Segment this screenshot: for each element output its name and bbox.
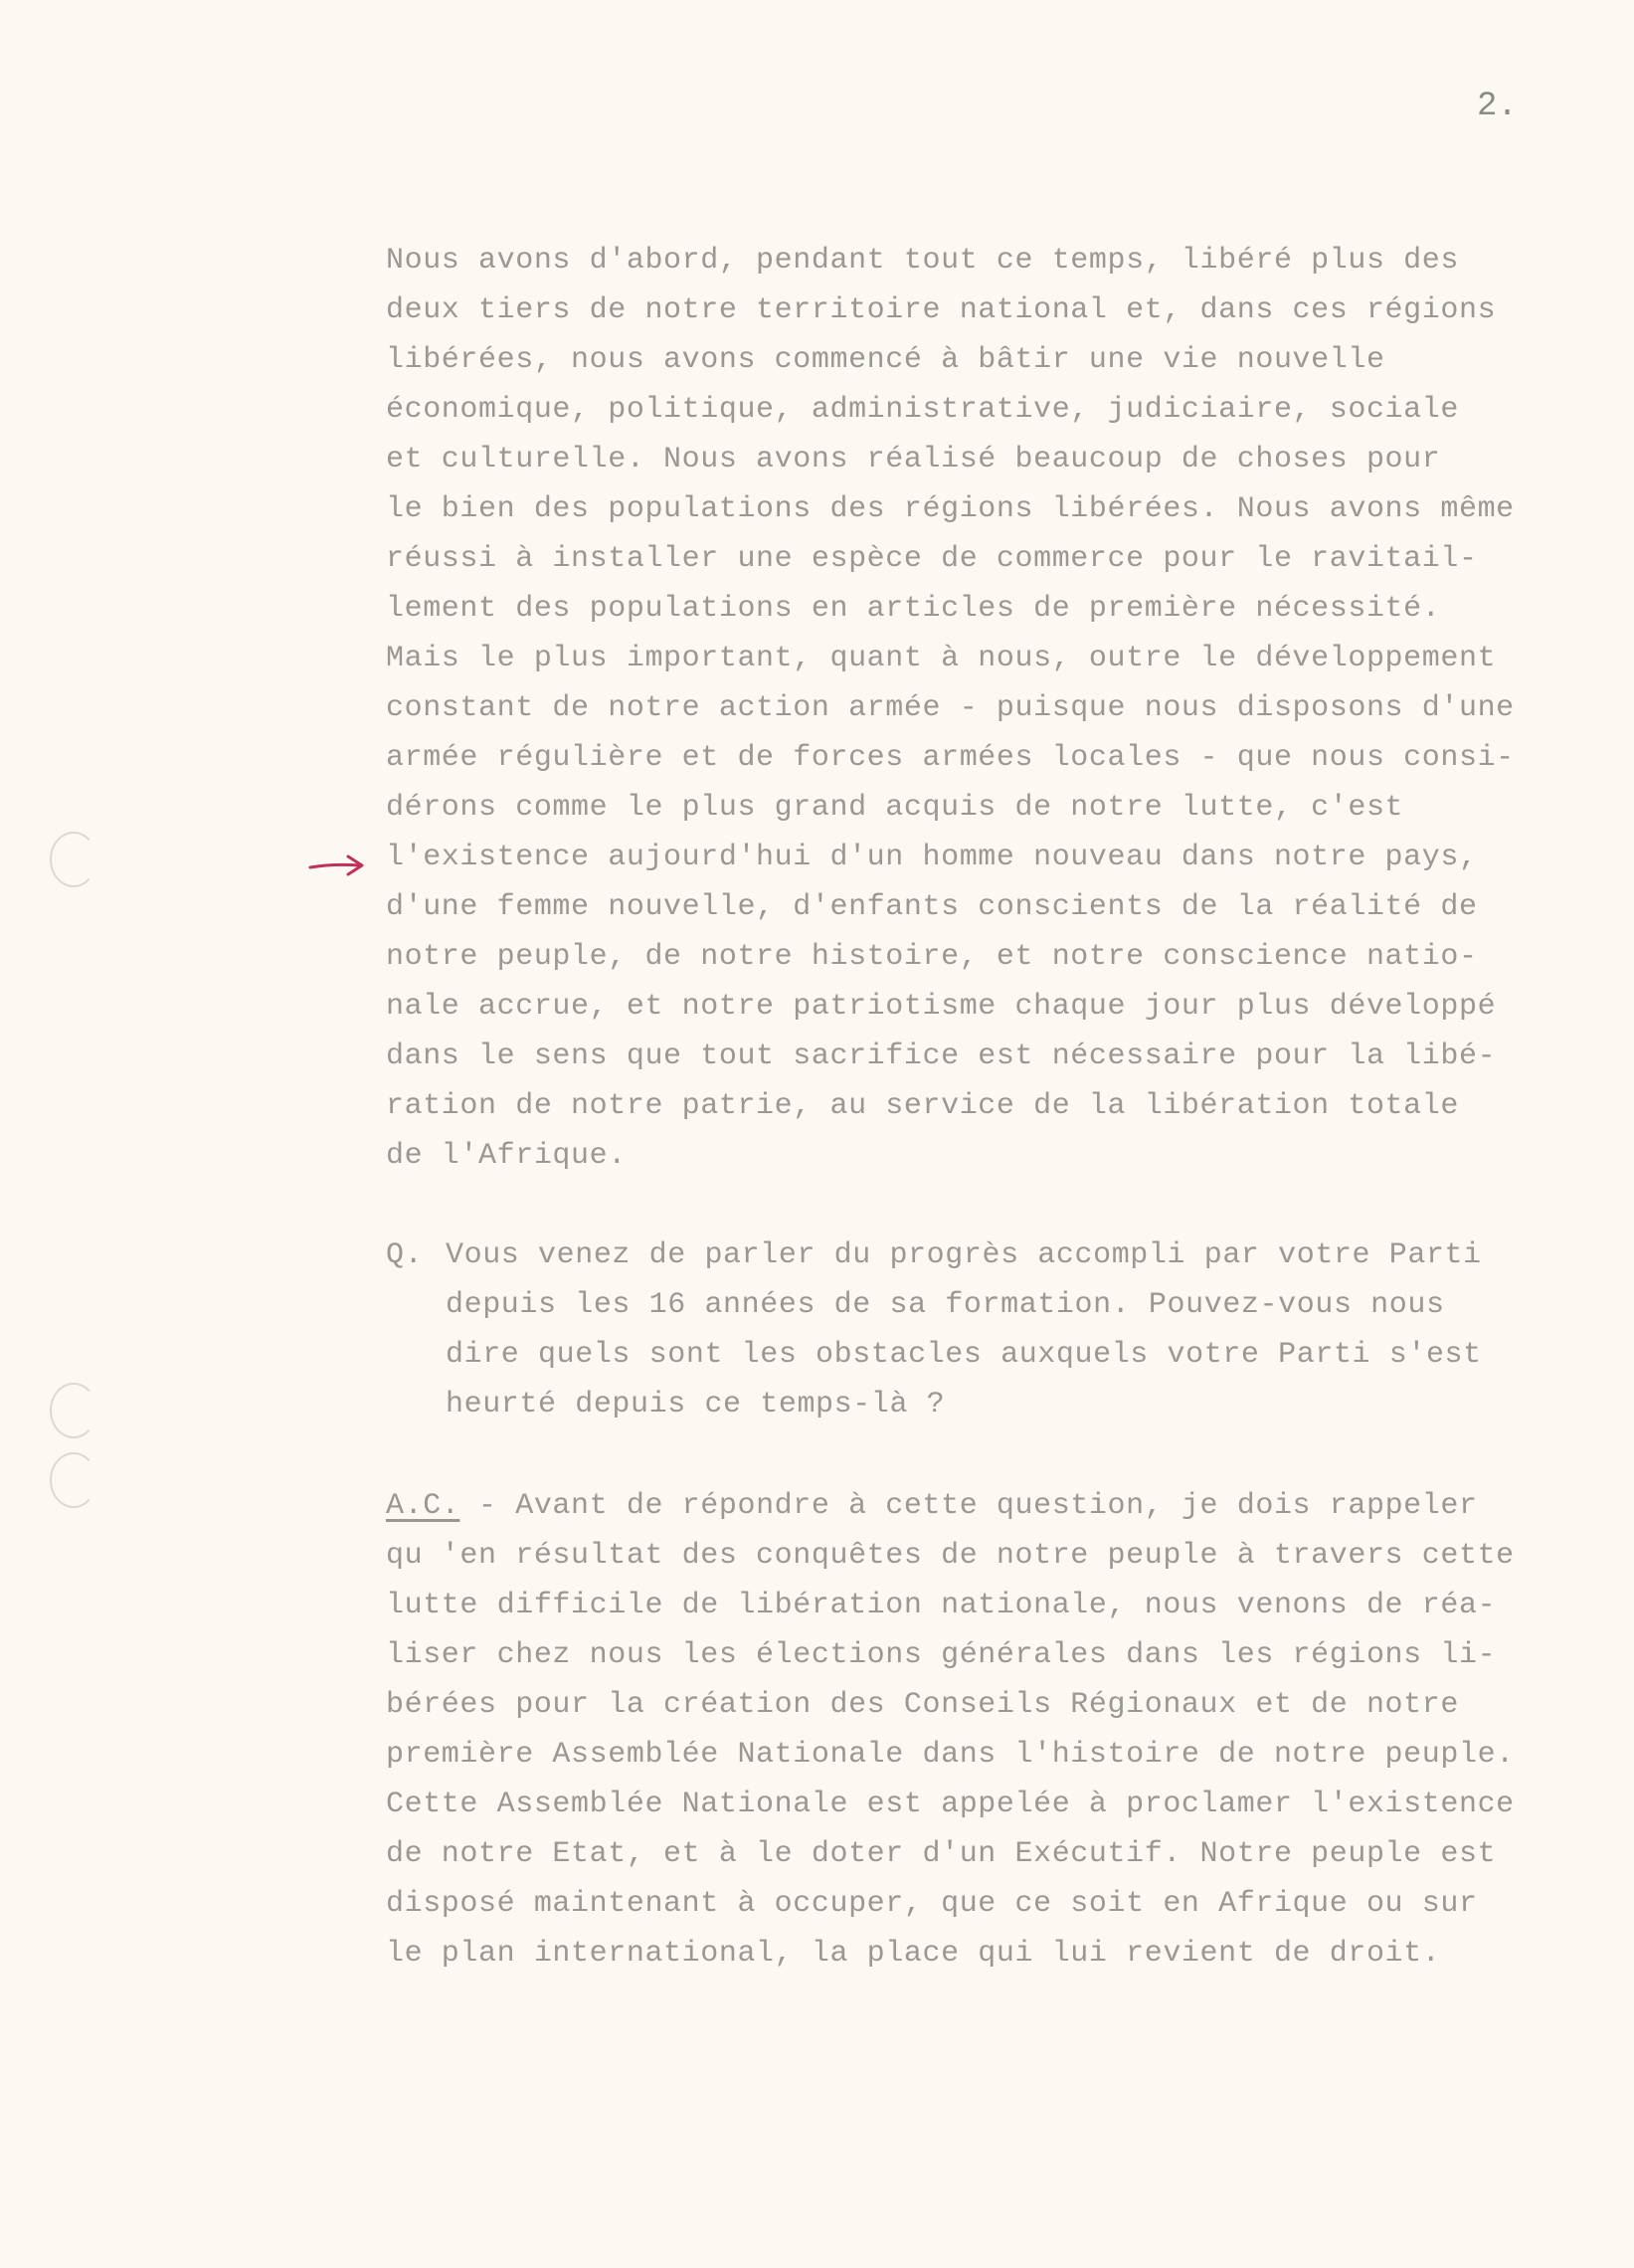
speaker-label: A.C. <box>386 1489 460 1523</box>
text-line: économique, politique, administrative, judiciaire, sociale <box>386 393 1459 427</box>
punch-hole <box>50 1452 97 1508</box>
text-line: bérées pour la création des Conseils Régionaux et de notre <box>386 1688 1459 1722</box>
text-line: armée régulière et de forces armées locales - que nous consi- <box>386 741 1515 775</box>
answer-first-line <box>386 1489 1478 1523</box>
text-line: libérées, nous avons commencé à bâtir une vie nouvelle <box>386 343 1385 377</box>
text-line: qu 'en résultat des conquêtes de notre peuple à travers cette <box>386 1539 1515 1573</box>
text-line: lutte difficile de libération nationale, nous venons de réa- <box>386 1589 1497 1622</box>
text-line: le bien des populations des régions libérées. Nous avons même <box>386 492 1515 526</box>
text-line: liser chez nous les élections générales dans les régions li- <box>386 1638 1497 1672</box>
question-label: Q. <box>386 1238 424 1272</box>
text-line: réussi à installer une espèce de commerce pour le ravitail- <box>386 542 1478 576</box>
page-number: 2. <box>1477 88 1518 125</box>
text-line: disposé maintenant à occuper, que ce soit en Afrique ou sur <box>386 1887 1478 1921</box>
text-line: l'existence aujourd'hui d'un homme nouveau dans notre pays, <box>386 841 1478 874</box>
margin-arrow-icon <box>308 853 368 877</box>
punch-hole <box>50 832 97 887</box>
text-line: dans le sens que tout sacrifice est nécessaire pour la libé- <box>386 1040 1497 1073</box>
text-line: deux tiers de notre territoire national et, dans ces régions <box>386 293 1497 327</box>
text-line: d'une femme nouvelle, d'enfants conscients de la réalité de <box>386 890 1478 924</box>
text-line: le plan international, la place qui lui revient de droit. <box>386 1937 1441 1971</box>
text-line: notre peuple, de notre histoire, et notre conscience natio- <box>386 940 1478 974</box>
text-line: Vous venez de parler du progrès accompli par votre Parti <box>446 1238 1482 1272</box>
punch-hole <box>50 1383 97 1438</box>
text-line: dérons comme le plus grand acquis de notre lutte, c'est <box>386 791 1404 825</box>
text-line: et culturelle. Nous avons réalisé beaucoup de choses pour <box>386 443 1441 476</box>
text-line: première Assemblée Nationale dans l'histoire de notre peuple. <box>386 1738 1515 1772</box>
text-line: Cette Assemblée Nationale est appelée à proclamer l'existence <box>386 1788 1515 1821</box>
answer-first-line-text: - Avant de répondre à cette question, je dois rappeler <box>459 1489 1478 1523</box>
text-line: Nous avons d'abord, pendant tout ce temps, libéré plus des <box>386 244 1459 278</box>
text-line: ration de notre patrie, au service de la libération totale <box>386 1089 1459 1123</box>
text-line: depuis les 16 années de sa formation. Pouvez-vous nous <box>446 1288 1445 1322</box>
text-line: heurté depuis ce temps-là ? <box>446 1388 946 1421</box>
text-line: nale accrue, et notre patriotisme chaque jour plus développé <box>386 990 1497 1024</box>
text-line: constant de notre action armée - puisque nous disposons d'une <box>386 691 1515 725</box>
text-line: de notre Etat, et à le doter d'un Exécutif. Notre peuple est <box>386 1837 1497 1871</box>
text-line: lement des populations en articles de première nécessité. <box>386 592 1441 626</box>
text-line: Mais le plus important, quant à nous, outre le développement <box>386 642 1497 675</box>
text-line: dire quels sont les obstacles auxquels votre Parti s'est <box>446 1338 1482 1372</box>
text-line: de l'Afrique. <box>386 1139 627 1173</box>
